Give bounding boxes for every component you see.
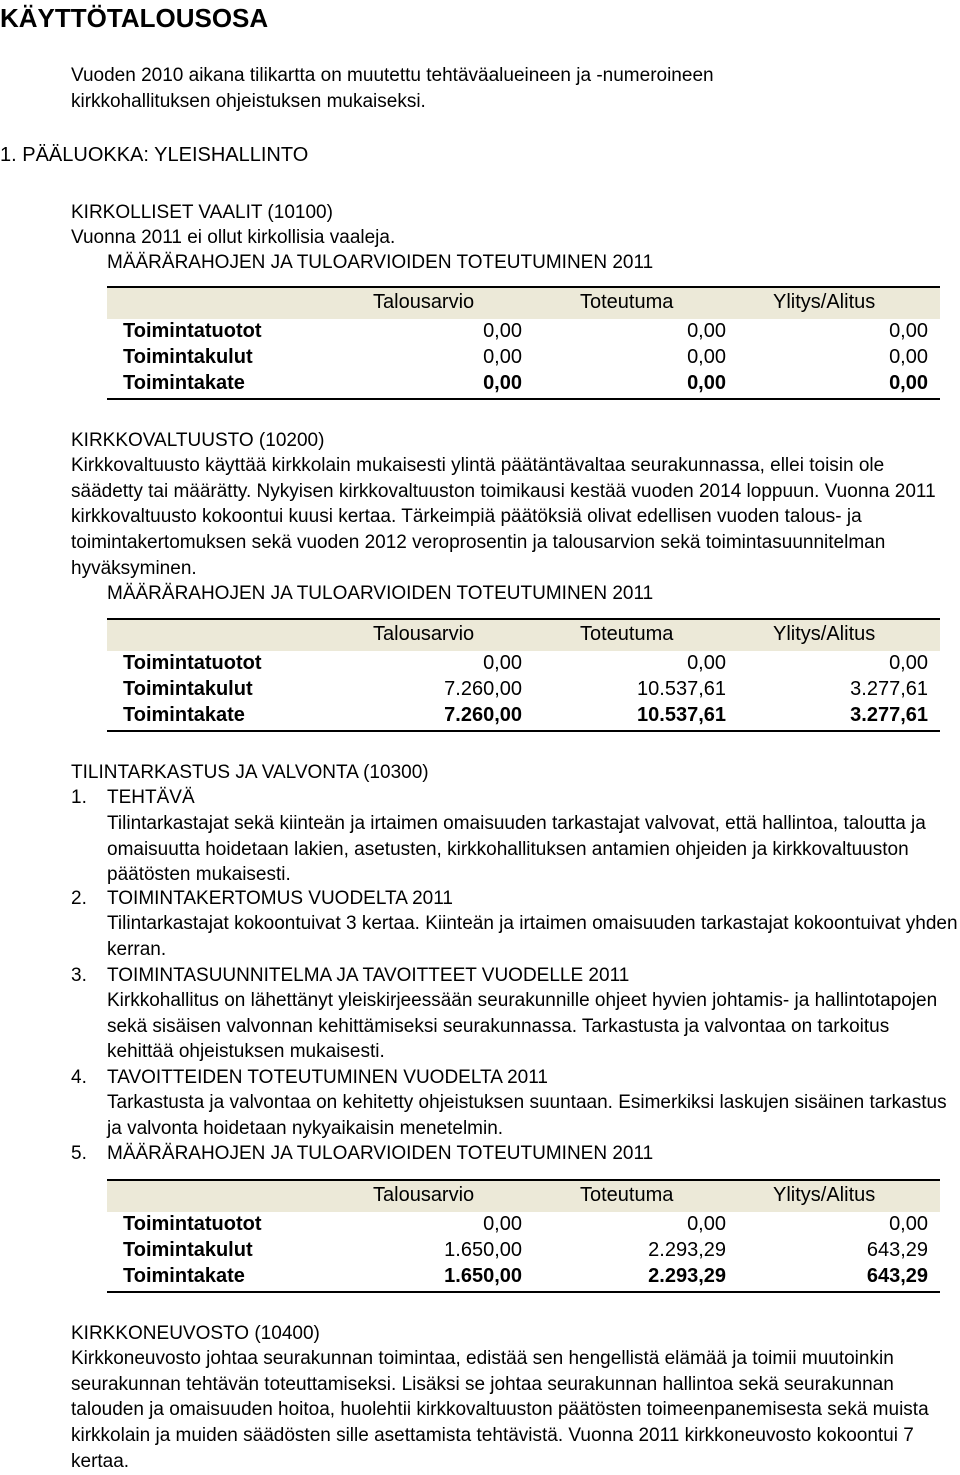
cell-value: 0,00 (483, 1213, 522, 1235)
header-talousarvio: Talousarvio (373, 1184, 475, 1206)
table-row (107, 344, 940, 370)
cell-value: 0,00 (687, 372, 726, 394)
table-row (107, 318, 940, 344)
budget-table-kirkkovaltuusto (107, 618, 940, 734)
item-title: MÄÄRÄRAHOJEN JA TULOARVIOIDEN TOTEUTUMINEN 2011 (107, 1143, 654, 1164)
main-heading: 1. PÄÄLUOKKA: YLEISHALLINTO (0, 144, 309, 166)
row-label: Toimintakate (123, 704, 245, 726)
header-talousarvio: Talousarvio (373, 623, 475, 645)
table-row (107, 650, 940, 676)
cell-value: 0,00 (687, 652, 726, 674)
cell-value: 2.293,29 (648, 1265, 726, 1287)
row-label: Toimintatuotot (123, 1213, 262, 1235)
row-label: Toimintakulut (123, 346, 253, 368)
cell-value: 0,00 (687, 1213, 726, 1235)
section-heading-kirkkoneuvosto: KIRKKONEUVOSTO (10400) (71, 1323, 320, 1344)
cell-value: 0,00 (889, 346, 928, 368)
header-toteutuma: Toteutuma (580, 623, 674, 645)
table-header (107, 1179, 940, 1212)
table-title-kirkkovaltuusto: MÄÄRÄRAHOJEN JA TULOARVIOIDEN TOTEUTUMINEN 2011 (107, 583, 654, 604)
table-header (107, 618, 940, 651)
cell-value: 7.260,00 (444, 704, 522, 726)
row-label: Toimintatuotot (123, 652, 262, 674)
header-ylitys: Ylitys/Alitus (773, 1184, 876, 1206)
table-row (107, 370, 940, 396)
row-label: Toimintakulut (123, 1239, 253, 1261)
row-label: Toimintakate (123, 1265, 245, 1287)
intro-paragraph: Vuoden 2010 aikana tilikartta on muutettu tehtäväalueineen ja -numeroineen kirkkohallituksen ohjeistuksen mukaiseksi. (71, 65, 714, 112)
cell-value: 643,29 (866, 1265, 928, 1287)
item-number: 4. (71, 1067, 87, 1088)
section-text-kirkkovaltuusto: Kirkkovaltuusto käyttää kirkkolain mukaisesti ylintä päätäntävaltaa seurakunnassa, ellei toisin ole säädetty tai määrätty. Nykyisen kirkkovaltuuston toimikausi kestää vuoden 2014 loppuun. Vuonna 2011 kirkkovaltuusto kokoontui kuusi kertaa. Tärkeimpiä päätöksiä olivat edellisen vuoden talous- ja toimintakertomuksen sekä vuoden 2012 veroprosentin ja talousarvion sekä toimintasuunnitelman hyväksyminen. (71, 455, 936, 579)
row-label: Toimintakulut (123, 678, 253, 700)
cell-value: 3.277,61 (850, 678, 928, 700)
budget-table-vaalit (107, 286, 940, 402)
item-text: Tilintarkastajat kokoontuivat 3 kertaa. Kiinteän ja irtaimen omaisuuden tarkastajat kokoontuivat yhden kerran. (107, 913, 958, 960)
cell-value: 1.650,00 (444, 1265, 522, 1287)
budget-table-tilintarkastus (107, 1179, 940, 1295)
cell-value: 10.537,61 (637, 704, 726, 726)
item-title: TAVOITTEIDEN TOTEUTUMINEN VUODELTA 2011 (107, 1067, 548, 1088)
row-label: Toimintakate (123, 372, 245, 394)
section-text-vaalit: Vuonna 2011 ei ollut kirkollisia vaaleja. (71, 227, 396, 248)
section-heading-tilintarkastus: TILINTARKASTUS JA VALVONTA (10300) (71, 762, 429, 783)
cell-value: 0,00 (889, 1213, 928, 1235)
table-header (107, 286, 940, 319)
cell-value: 0,00 (483, 372, 522, 394)
item-number: 2. (71, 888, 87, 909)
cell-value: 0,00 (889, 652, 928, 674)
item-title: TOIMINTASUUNNITELMA JA TAVOITTEET VUODELLE 2011 (107, 965, 630, 986)
table-row (107, 1237, 940, 1263)
table-title-vaalit: MÄÄRÄRAHOJEN JA TULOARVIOIDEN TOTEUTUMINEN 2011 (107, 252, 654, 273)
header-toteutuma: Toteutuma (580, 291, 674, 313)
item-number: 5. (71, 1143, 87, 1164)
item-title: TOIMINTAKERTOMUS VUODELTA 2011 (107, 888, 453, 909)
table-bottom-rule (107, 730, 940, 732)
table-row (107, 1263, 940, 1289)
item-title: TEHTÄVÄ (107, 787, 195, 808)
section-heading-vaalit: KIRKOLLISET VAALIT (10100) (71, 202, 333, 223)
cell-value: 2.293,29 (648, 1239, 726, 1261)
page-title: KÄYTTÖTALOUSOSA (0, 3, 269, 33)
cell-value: 0,00 (687, 320, 726, 342)
header-ylitys: Ylitys/Alitus (773, 291, 876, 313)
header-talousarvio: Talousarvio (373, 291, 475, 313)
cell-value: 0,00 (483, 652, 522, 674)
cell-value: 643,29 (866, 1239, 928, 1261)
cell-value: 0,00 (889, 372, 928, 394)
table-bottom-rule (107, 398, 940, 400)
item-text: Kirkkohallitus on lähettänyt yleiskirjeessään seurakunnille ohjeet hyvien johtamis- ja hallintotapojen sekä sisäisen valvonnan kehittämiseksi seurakunnassa. Tarkastusta ja valvontaa on tarkoitus kehittää ohjeistuksen mukaisesti. (107, 990, 938, 1063)
header-ylitys: Ylitys/Alitus (773, 623, 876, 645)
cell-value: 7.260,00 (444, 678, 522, 700)
item-text: Tilintarkastajat sekä kiinteän ja irtaimen omaisuuden tarkastajat valvovat, että hallintoa, taloutta ja omaisuutta hoidetaan lakien, asetusten, kirkkohallituksen antamien ohjeiden ja kirkkovaltuuston päätösten mukaisesti. (107, 813, 926, 886)
cell-value: 0,00 (889, 320, 928, 342)
cell-value: 0,00 (483, 320, 522, 342)
cell-value: 0,00 (483, 346, 522, 368)
cell-value: 0,00 (687, 346, 726, 368)
section-text-kirkkoneuvosto: Kirkkoneuvosto johtaa seurakunnan toimintaa, edistää sen hengellistä elämää ja toimii muutoinkin seurakunnan tehtävän toteuttamiseksi. Lisäksi se johtaa seurakunnan hallintoa sekä seurakunnan talouden ja omaisuuden hoitoa, huolehtii kirkkovaltuuston päätösten toimeenpanemisesta sekä muista kirkkolain ja muiden säädösten sille asettamista tehtävistä. Vuonna 2011 kirkkoneuvosto kokoontui 7 kertaa. (71, 1348, 929, 1472)
item-number: 1. (71, 787, 87, 808)
table-bottom-rule (107, 1291, 940, 1293)
cell-value: 3.277,61 (850, 704, 928, 726)
table-row (107, 702, 940, 728)
section-heading-kirkkovaltuusto: KIRKKOVALTUUSTO (10200) (71, 430, 325, 451)
cell-value: 1.650,00 (444, 1239, 522, 1261)
header-toteutuma: Toteutuma (580, 1184, 674, 1206)
item-number: 3. (71, 965, 87, 986)
cell-value: 10.537,61 (637, 678, 726, 700)
item-text: Tarkastusta ja valvontaa on kehitetty ohjeistuksen suuntaan. Esimerkiksi laskujen sisäinen tarkastus ja valvonta hoidetaan nykyaikaisin menetelmin. (107, 1092, 947, 1139)
table-row (107, 1211, 940, 1237)
table-row (107, 676, 940, 702)
row-label: Toimintatuotot (123, 320, 262, 342)
